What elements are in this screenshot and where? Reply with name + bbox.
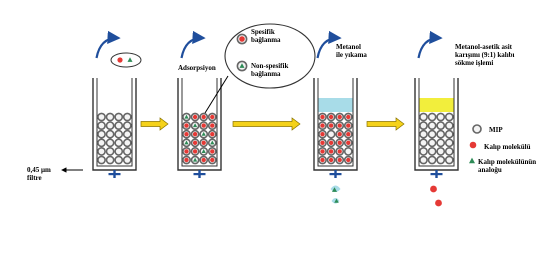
mip-bead — [107, 131, 114, 138]
template-molecule — [338, 132, 342, 136]
elution-eluate-drops — [430, 186, 442, 207]
mip-bead — [437, 148, 444, 155]
eluted-template — [435, 200, 442, 207]
mip-bead — [124, 122, 131, 129]
template-molecule — [346, 141, 350, 145]
mip-bead — [429, 113, 436, 120]
process-arrow — [233, 118, 300, 130]
nonspecific-binding-line2: bağlanma — [251, 70, 281, 78]
mip-bead — [446, 113, 453, 120]
mip-bead — [420, 148, 427, 155]
template-molecule — [320, 132, 324, 136]
callout-specific-template — [239, 36, 245, 42]
filter-label-line1: 0,45 µm — [27, 166, 51, 174]
template-molecule — [210, 123, 214, 127]
mip-bead — [98, 122, 105, 129]
mip-bead — [98, 139, 105, 146]
elution-label — [455, 43, 515, 67]
stopcock — [109, 173, 121, 175]
mip-bead — [124, 139, 131, 146]
mip-bead — [429, 148, 436, 155]
column-adsorption — [178, 78, 221, 178]
column-elution — [415, 78, 458, 178]
template-molecule — [184, 158, 188, 162]
template-molecule — [193, 149, 197, 153]
mip-bead — [98, 148, 105, 155]
column-methanol-wash — [314, 78, 357, 178]
elution-label-line2: karışımı (9:1) kalıbı — [455, 51, 515, 59]
elution-label-line3: sökme işlemi — [455, 59, 494, 67]
specific-binding-line1: Spesifik — [251, 28, 275, 36]
mip-bead — [420, 139, 427, 146]
process-arrow — [367, 118, 404, 130]
template-molecule — [346, 132, 350, 136]
mip-bead — [98, 131, 105, 138]
mip-bead — [124, 131, 131, 138]
rotation-arrow — [182, 38, 204, 58]
template-molecule — [320, 123, 324, 127]
mip-bead — [420, 122, 427, 129]
mip-bead — [328, 131, 335, 138]
mip-bead — [429, 156, 436, 163]
legend-template-symbol — [470, 142, 477, 149]
mip-bead — [446, 139, 453, 146]
template-molecule — [346, 158, 350, 162]
column-initial — [93, 78, 136, 178]
mip-bead — [115, 139, 122, 146]
sample-bubble — [111, 53, 141, 67]
template-molecule — [329, 123, 333, 127]
filter-label-line2: filtre — [27, 174, 42, 182]
template-molecule — [210, 132, 214, 136]
mip-bead — [446, 148, 453, 155]
specific-binding-line2: bağlanma — [251, 36, 281, 44]
stopcock — [194, 173, 206, 175]
mip-bead — [115, 122, 122, 129]
template-molecule — [346, 115, 350, 119]
mip-bead — [437, 131, 444, 138]
template-molecule — [338, 158, 342, 162]
template-molecule — [210, 149, 214, 153]
mip-bead — [107, 113, 114, 120]
mip-bead — [98, 113, 105, 120]
template-molecule — [329, 158, 333, 162]
mip-bead — [107, 122, 114, 129]
mip-bead — [437, 113, 444, 120]
mip-bead — [429, 131, 436, 138]
mip-bead — [420, 113, 427, 120]
mip-bead — [345, 148, 352, 155]
mip-bead — [115, 113, 122, 120]
template-molecule — [210, 115, 214, 119]
template-molecule — [184, 123, 188, 127]
template-molecule — [193, 115, 197, 119]
mip-bead — [429, 139, 436, 146]
template-molecule — [329, 149, 333, 153]
nonspecific-binding-label — [251, 62, 288, 78]
mip-bead — [107, 139, 114, 146]
template-molecule — [202, 123, 206, 127]
template-molecule — [338, 123, 342, 127]
sample-oval — [111, 53, 141, 67]
mip-bead — [107, 156, 114, 163]
legend-analog-label — [478, 158, 536, 174]
template-molecule — [202, 158, 206, 162]
columns-layer — [93, 78, 458, 206]
sample-template — [117, 57, 122, 62]
template-molecule — [210, 158, 214, 162]
mip-bead — [446, 122, 453, 129]
template-molecule — [338, 149, 342, 153]
template-molecule — [184, 149, 188, 153]
specific-binding-label — [251, 28, 281, 44]
filter-label — [27, 166, 51, 182]
mip-bead — [124, 113, 131, 120]
solvent-layer — [420, 98, 454, 112]
template-molecule — [338, 115, 342, 119]
template-molecule — [184, 132, 188, 136]
mip-bead — [437, 139, 444, 146]
mip-bead — [437, 156, 444, 163]
mip-bead — [446, 131, 453, 138]
legend-analog-line1: Kalıp molekülünün — [478, 158, 537, 166]
mip-bead — [98, 156, 105, 163]
template-molecule — [202, 141, 206, 145]
wash-eluate-drops — [331, 186, 341, 204]
template-molecule — [193, 141, 197, 145]
template-molecule — [346, 123, 350, 127]
rotation-arrow — [419, 38, 441, 58]
legend-analog-line2: analoğu — [478, 166, 502, 174]
wash-label — [336, 43, 367, 59]
solvent-layer — [319, 98, 353, 112]
elution-label-line1: Metanol-asetik asit — [455, 43, 512, 51]
legend-analog-symbol — [469, 158, 475, 164]
mip-bead — [446, 156, 453, 163]
mip-bead — [115, 156, 122, 163]
mip-bead — [420, 131, 427, 138]
template-molecule — [320, 158, 324, 162]
template-molecule — [193, 132, 197, 136]
template-molecule — [320, 141, 324, 145]
template-molecule — [202, 115, 206, 119]
legend-template-label: Kalıp molekülü — [484, 143, 531, 151]
mip-bead — [429, 122, 436, 129]
mip-bead — [107, 148, 114, 155]
template-molecule — [329, 115, 333, 119]
eluted-template — [430, 186, 437, 193]
stopcock — [431, 173, 443, 175]
legend-mip-symbol — [473, 125, 481, 133]
template-molecule — [320, 115, 324, 119]
mip-bead — [124, 148, 131, 155]
stopcock — [330, 173, 342, 175]
template-molecule — [329, 141, 333, 145]
process-arrow — [141, 118, 168, 130]
legend-mip-label: MIP — [489, 126, 503, 134]
mip-bead — [437, 122, 444, 129]
template-molecule — [320, 149, 324, 153]
template-molecule — [338, 141, 342, 145]
wash-label-line2: ile yıkama — [336, 51, 367, 59]
adsorption-label: Adsorpsiyon — [178, 64, 216, 72]
mip-bead — [115, 131, 122, 138]
wash-label-line1: Metanol — [336, 43, 361, 51]
nonspecific-binding-line1: Non-spesifik — [251, 62, 289, 70]
mip-bead — [420, 156, 427, 163]
mip-bead — [115, 148, 122, 155]
mip-bead — [124, 156, 131, 163]
